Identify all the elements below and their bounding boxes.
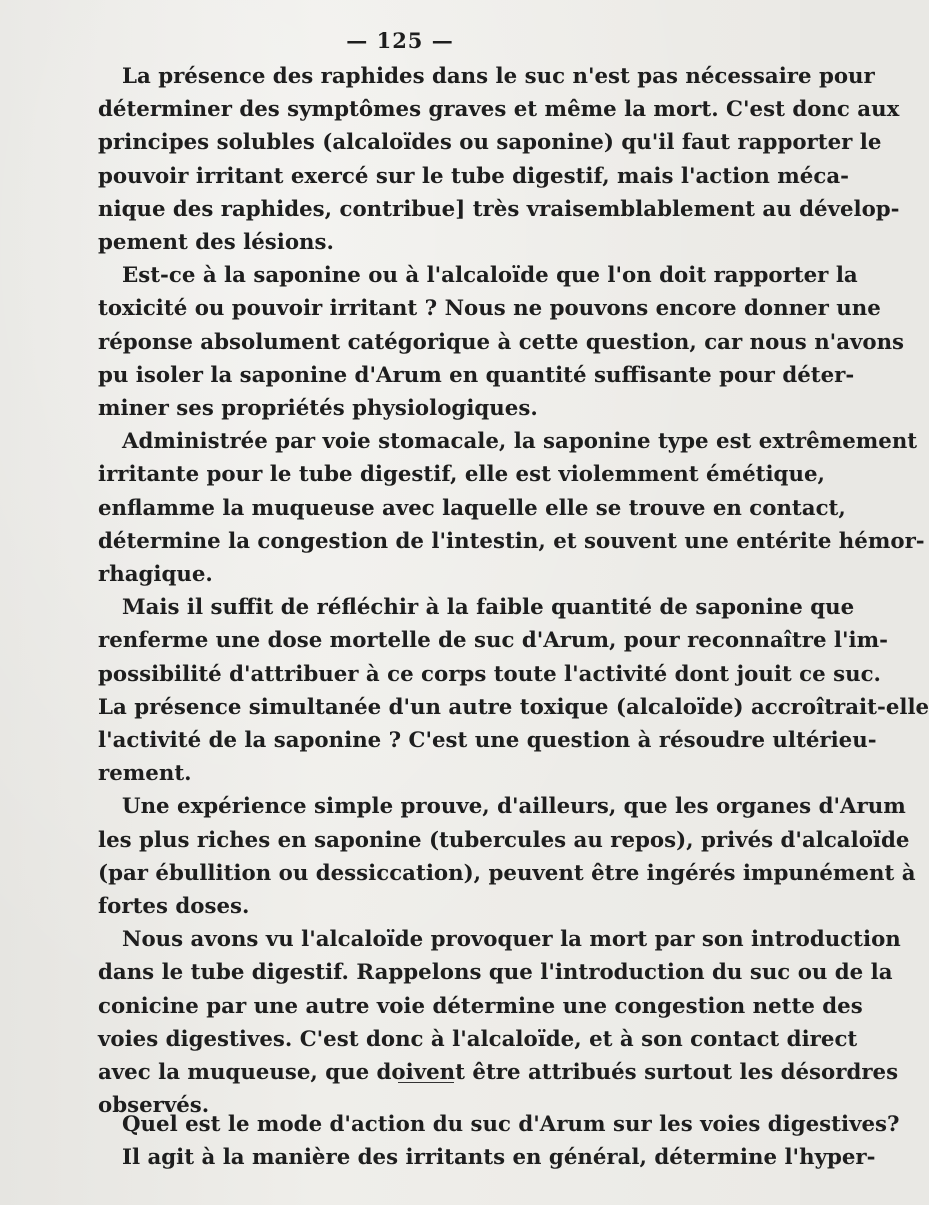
text-line: nique des raphides, contribue] très vraisemblablement au dévelop- [98, 196, 900, 222]
paragraph [98, 790, 916, 923]
text-line: Il agit à la manière des irritants en général, détermine l'hyper- [122, 1145, 876, 1171]
text-line: La présence des raphides dans le suc n'est pas nécessaire pour [122, 64, 875, 89]
text-line: possibilité d'attribuer à ce corps toute l'activité dont jouit ce suc. [98, 661, 881, 687]
paragraph [98, 425, 925, 591]
text-line: les plus riches en saponine (tubercules au repos), privés d'alcaloïde [98, 827, 910, 853]
paragraph [98, 60, 900, 259]
text-line: déterminer des symptômes graves et même la mort. C'est donc aux [98, 97, 900, 123]
paragraph [98, 591, 929, 790]
text-line: Administrée par voie stomacale, la saponine type est extrêmement [122, 429, 918, 455]
text-line: pouvoir irritant exercé sur le tube digestif, mais l'action méca- [98, 163, 849, 189]
text-line: fortes doses. [98, 894, 250, 920]
body-text [98, 60, 929, 1123]
text-line: La présence simultanée d'un autre toxique (alcaloïde) accroîtrait-elle [98, 694, 929, 720]
text-line: (par ébullition ou dessiccation), peuvent être ingérés impunément à [98, 860, 916, 886]
text-line: conicine par une autre voie détermine une congestion nette des [98, 993, 863, 1019]
text-line: avec la muqueuse, que doivent être attribués surtout les désordres [98, 1060, 899, 1086]
text-line: Nous avons vu l'alcaloïde provoquer la mort par son introduction [122, 927, 901, 953]
text-line: enflamme la muqueuse avec laquelle elle se trouve en contact, [98, 495, 846, 521]
text-line: rement. [98, 761, 192, 787]
body-text-continuation [98, 1108, 900, 1174]
text-line: Quel est le mode d'action du suc d'Arum sur les voies digestives? [122, 1112, 900, 1137]
paragraph [98, 259, 905, 425]
text-line: observés. [98, 1093, 210, 1119]
text-line: Une expérience simple prouve, d'ailleurs, que les organes d'Arum [122, 794, 906, 820]
text-line: détermine la congestion de l'intestin, et souvent une entérite hémor- [98, 528, 925, 554]
section-divider [398, 1082, 454, 1083]
text-line: miner ses propriétés physiologiques. [98, 396, 538, 422]
text-line: pu isoler la saponine d'Arum en quantité suffisante pour déter- [98, 362, 855, 388]
text-line: Mais il suffit de réfléchir à la faible quantité de saponine que [122, 595, 855, 621]
page-number: — 125 — [346, 28, 454, 53]
text-line: rhagique. [98, 562, 213, 588]
text-line: dans le tube digestif. Rappelons que l'introduction du suc ou de la [98, 960, 893, 986]
text-line: principes solubles (alcaloïdes ou saponine) qu'il faut rapporter le [98, 130, 882, 156]
text-line: toxicité ou pouvoir irritant ? Nous ne pouvons encore donner une [98, 296, 881, 322]
text-line: voies digestives. C'est donc à l'alcaloïde, et à son contact direct [98, 1026, 858, 1052]
text-line: réponse absolument catégorique à cette question, car nous n'avons [98, 329, 905, 355]
text-line: renferme une dose mortelle de suc d'Arum, pour reconnaître l'im- [98, 628, 888, 654]
text-line: Est-ce à la saponine ou à l'alcaloïde que l'on doit rapporter la [122, 263, 858, 289]
text-line: irritante pour le tube digestif, elle est violemment émétique, [98, 462, 825, 488]
text-line: pement des lésions. [98, 230, 334, 256]
paragraph [98, 923, 901, 1122]
text-line: l'activité de la saponine ? C'est une question à résoudre ultérieu- [98, 728, 877, 754]
